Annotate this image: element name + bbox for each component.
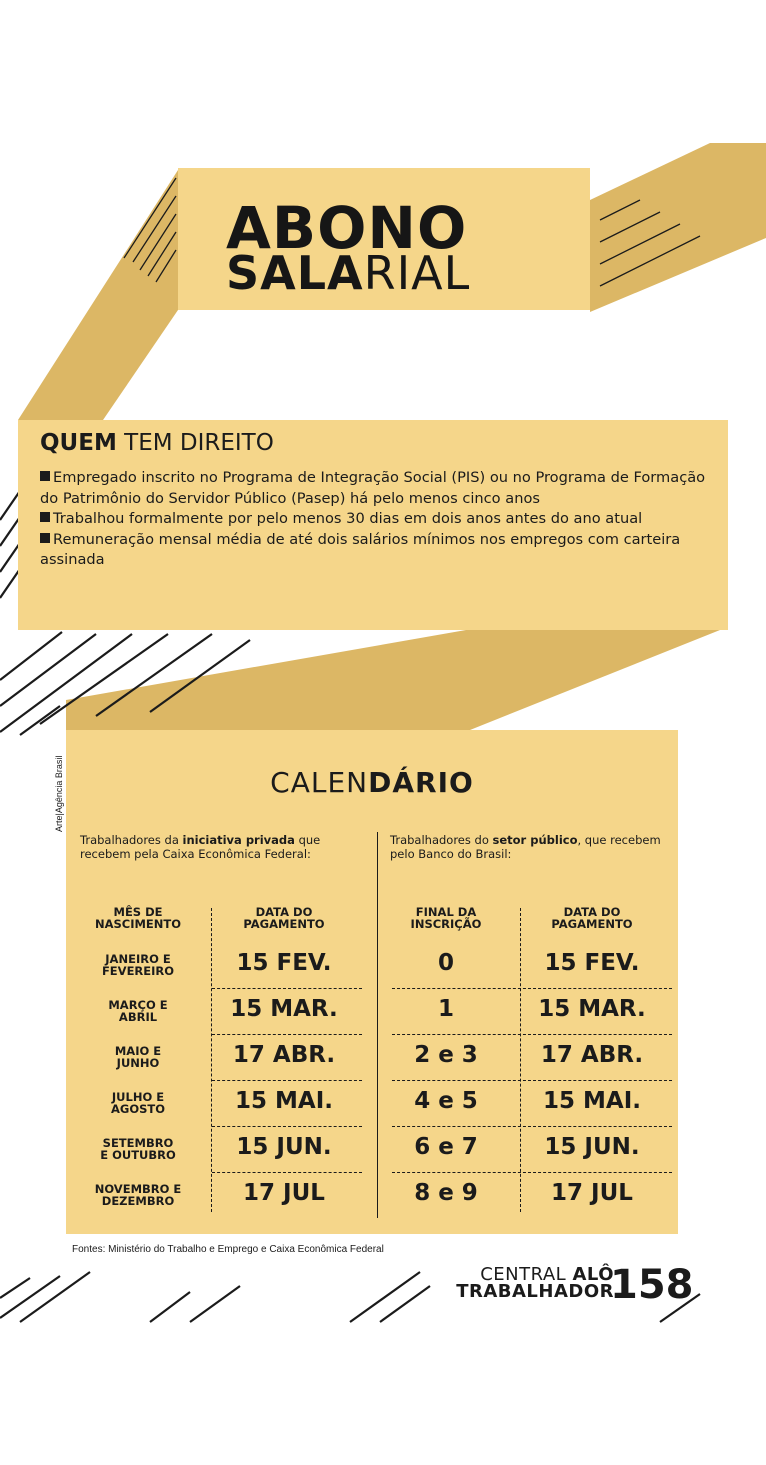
heading-rest: TEM DIREITO (116, 430, 274, 456)
row-data-publico: 15 MAR. (538, 996, 646, 1022)
row-mes (76, 999, 200, 1023)
central-alo-trabalhador (424, 1266, 614, 1300)
intro-text: Trabalhadores do (390, 833, 493, 847)
dotted-row-separator (212, 1034, 362, 1035)
header-line: INSCRIÇÃO (410, 917, 482, 931)
header-data-pagamento-publico (524, 906, 660, 930)
calendario-title-bold: DÁRIO (368, 766, 474, 799)
requirement-item (40, 509, 710, 530)
dotted-row-separator (212, 1172, 362, 1173)
row-final: 2 e 3 (414, 1042, 478, 1068)
row-data-privada: 15 FEV. (236, 950, 332, 976)
header-line: MÊS DE (113, 905, 163, 919)
calendario-title (66, 766, 678, 799)
dotted-row-separator (212, 988, 362, 989)
header-line: PAGAMENTO (243, 917, 325, 931)
dotted-row-separator (392, 1172, 672, 1173)
dotted-row-separator (392, 1126, 672, 1127)
privada-intro (80, 834, 370, 861)
row-data-publico: 17 JUL (551, 1180, 633, 1206)
mes-line: MARÇO E (108, 998, 168, 1012)
dotted-row-separator (392, 1034, 672, 1035)
intro-text: Trabalhadores da (80, 833, 183, 847)
requirements-list (40, 468, 710, 571)
row-final: 0 (437, 950, 454, 976)
title-abono: ABONO (226, 194, 468, 262)
section-divider (377, 832, 378, 1218)
mes-line: SETEMBRO (102, 1136, 174, 1150)
row-data-privada: 15 JUN. (236, 1134, 332, 1160)
row-mes (76, 1045, 200, 1069)
ribbon-middle-diagonal (66, 630, 720, 730)
square-bullet-icon (40, 533, 50, 543)
ribbon-left-diagonal (18, 170, 178, 420)
row-data-privada: 15 MAI. (235, 1088, 333, 1114)
header-final-inscricao (386, 906, 506, 930)
row-mes (76, 1137, 200, 1161)
title-banner (178, 168, 590, 310)
calendario-panel (66, 730, 678, 1234)
mes-line: NOVEMBRO E (94, 1182, 182, 1196)
row-mes (76, 953, 200, 977)
title-salarial-thin: RIAL (363, 246, 471, 300)
requirement-text: Trabalhou formalmente por pelo menos 30 dias em dois anos antes do ano atual (53, 510, 643, 528)
mes-line: JUNHO (116, 1056, 160, 1070)
dotted-row-separator (212, 1126, 362, 1127)
intro-bold: iniciativa privada (182, 833, 295, 847)
intro-bold: setor público (492, 833, 578, 847)
mes-line: ABRIL (118, 1010, 158, 1024)
row-data-publico: 15 FEV. (544, 950, 640, 976)
row-mes (76, 1183, 200, 1207)
intro-text: que recebem pela Caixa Econômica Federal: (80, 833, 321, 861)
mes-line: JANEIRO E (105, 952, 171, 966)
row-data-privada: 17 ABR. (232, 1042, 336, 1068)
quem-tem-direito-heading (40, 430, 274, 456)
header-line: DATA DO (255, 905, 313, 919)
dotted-row-separator (212, 1080, 362, 1081)
header-line: NASCIMENTO (94, 917, 182, 931)
mes-line: DEZEMBRO (101, 1194, 175, 1208)
row-final: 8 e 9 (414, 1180, 478, 1206)
mes-line: AGOSTO (110, 1102, 166, 1116)
mes-line: JULHO E (111, 1090, 165, 1104)
row-mes (76, 1091, 200, 1115)
dotted-separator (211, 908, 212, 1212)
ribbon-top-right (590, 143, 766, 312)
central-bold: ALÔ (572, 1264, 614, 1285)
title-salarial-bold: SALA (226, 246, 364, 300)
header-line: PAGAMENTO (551, 917, 633, 931)
title-salarial (226, 246, 470, 300)
requirement-item (40, 530, 710, 571)
publico-intro (390, 834, 670, 861)
mes-line: E OUTUBRO (100, 1148, 176, 1162)
row-data-publico: 17 ABR. (540, 1042, 644, 1068)
calendario-title-thin: CALEN (270, 766, 369, 799)
mes-line: MAIO E (114, 1044, 162, 1058)
row-final: 4 e 5 (414, 1088, 478, 1114)
row-data-publico: 15 MAI. (543, 1088, 641, 1114)
row-data-privada: 17 JUL (243, 1180, 325, 1206)
row-data-privada: 15 MAR. (230, 996, 338, 1022)
dotted-separator (520, 908, 521, 1212)
central-phone-number: 158 (610, 1262, 694, 1308)
requirement-text: Empregado inscrito no Programa de Integração Social (PIS) ou no Programa de Formação do Patrimônio do Servidor Público (Pasep) há pelo menos cinco anos (40, 469, 706, 507)
row-data-publico: 15 JUN. (544, 1134, 640, 1160)
header-mes-nascimento (76, 906, 200, 930)
header-data-pagamento-privada (214, 906, 354, 930)
intro-text: , que recebem pelo Banco do Brasil: (390, 833, 661, 861)
central-line2: TRABALHADOR (456, 1281, 614, 1302)
row-final: 6 e 7 (414, 1134, 478, 1160)
dotted-row-separator (392, 988, 672, 989)
square-bullet-icon (40, 512, 50, 522)
header-line: DATA DO (563, 905, 621, 919)
requirement-item (40, 468, 710, 509)
dotted-row-separator (392, 1080, 672, 1081)
row-final: 1 (437, 996, 454, 1022)
art-credit: Arte|Agência Brasil (54, 755, 64, 832)
requirement-text: Remuneração mensal média de até dois salários mínimos nos empregos com carteira assinada (40, 530, 681, 569)
sources-note: Fontes: Ministério do Trabalho e Emprego e Caixa Econômica Federal (72, 1244, 384, 1255)
heading-bold: QUEM (40, 430, 117, 456)
central-thin: CENTRAL (480, 1264, 573, 1285)
header-line: FINAL DA (415, 905, 477, 919)
mes-line: FEVEREIRO (101, 964, 175, 978)
quem-tem-direito-panel (18, 420, 728, 630)
square-bullet-icon (40, 471, 50, 481)
